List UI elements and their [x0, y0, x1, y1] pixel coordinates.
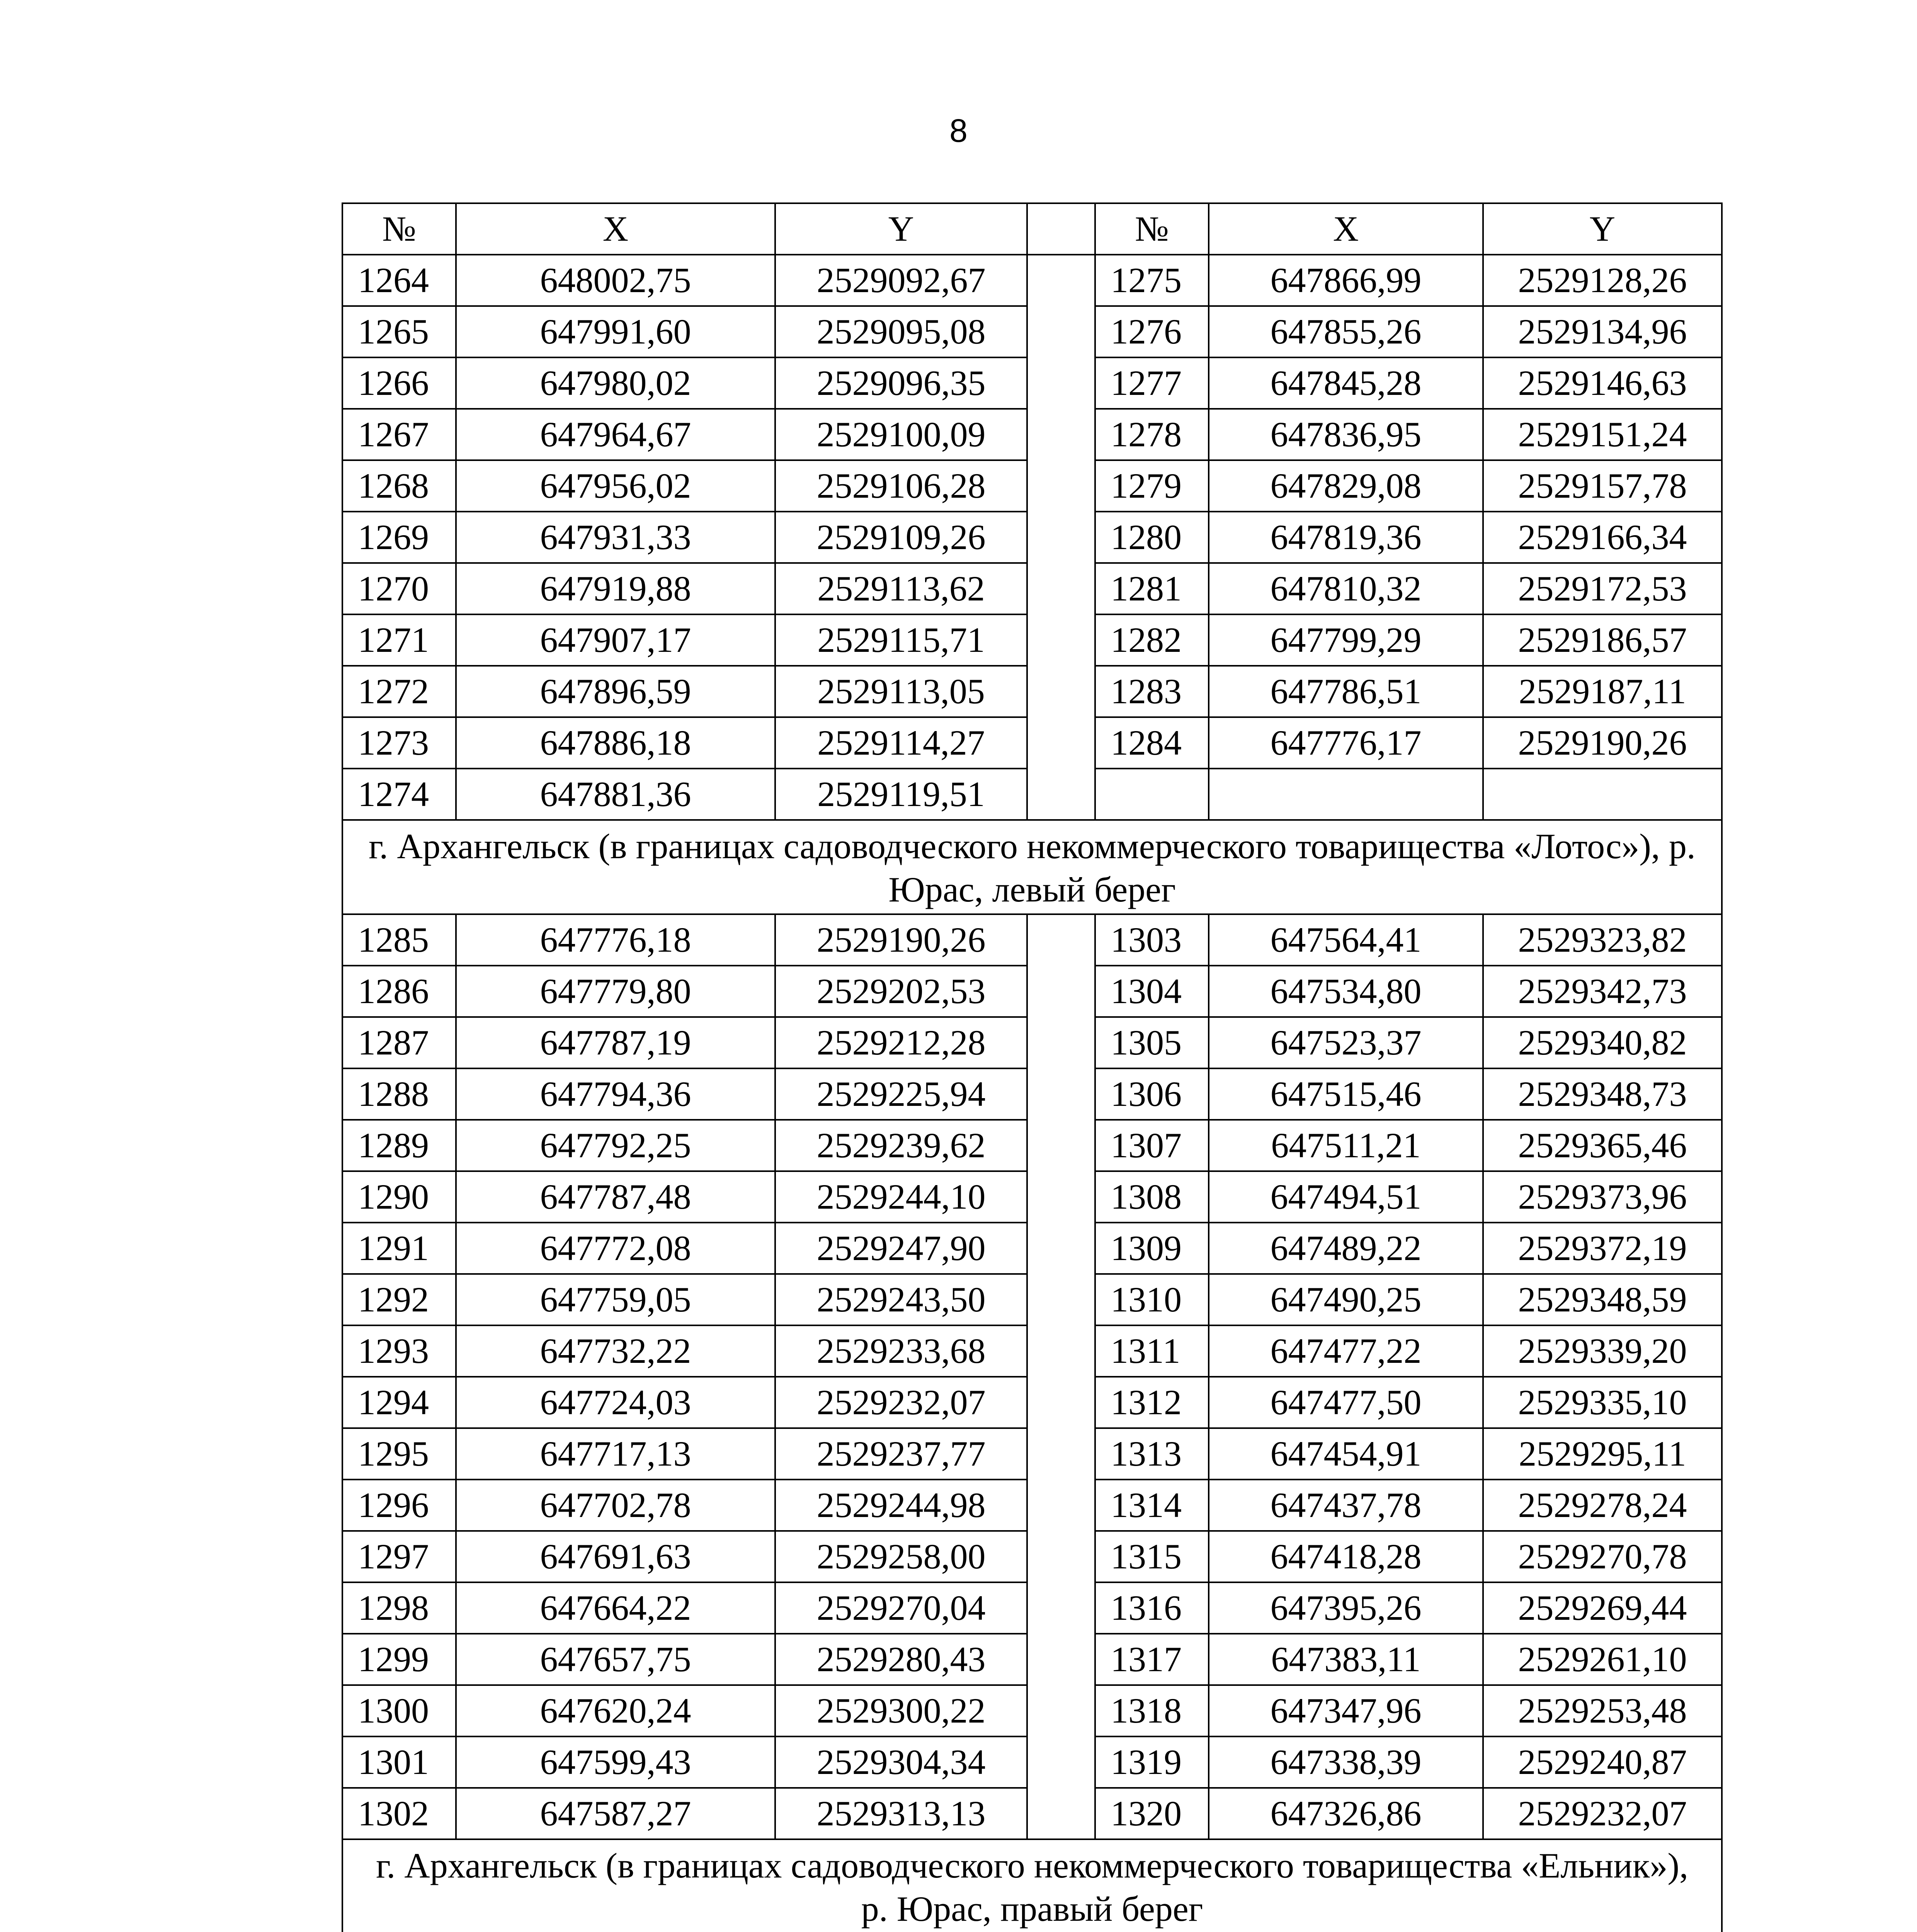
left-point-number: 1291	[342, 1223, 456, 1274]
right-point-number: 1303	[1095, 914, 1209, 966]
left-y-value: 2529109,26	[775, 512, 1027, 563]
right-y-value: 2529172,53	[1483, 563, 1722, 614]
right-point-number: 1312	[1095, 1377, 1209, 1428]
column-gap	[1027, 255, 1095, 306]
right-y-value: 2529348,73	[1483, 1068, 1722, 1120]
right-y-value: 2529278,24	[1483, 1480, 1722, 1531]
right-x-value: 647395,26	[1209, 1582, 1483, 1634]
left-y-value: 2529244,10	[775, 1171, 1027, 1223]
right-y-value: 2529187,11	[1483, 666, 1722, 717]
left-x-value: 647620,24	[456, 1685, 775, 1736]
left-y-value: 2529119,51	[775, 769, 1027, 820]
right-point-number: 1277	[1095, 357, 1209, 409]
right-x-value: 647829,08	[1209, 460, 1483, 512]
left-y-value: 2529100,09	[775, 409, 1027, 460]
right-point-number: 1315	[1095, 1531, 1209, 1582]
right-y-value: 2529340,82	[1483, 1017, 1722, 1068]
right-point-number: 1318	[1095, 1685, 1209, 1736]
right-y-value: 2529295,11	[1483, 1428, 1722, 1480]
header-gap	[1027, 203, 1095, 255]
table-row	[342, 563, 1722, 614]
left-x-value: 647919,88	[456, 563, 775, 614]
left-point-number: 1268	[342, 460, 456, 512]
table-body	[342, 255, 1722, 1932]
left-x-value: 647724,03	[456, 1377, 775, 1428]
right-y-value: 2529323,82	[1483, 914, 1722, 966]
left-y-value: 2529313,13	[775, 1788, 1027, 1839]
right-point-number: 1308	[1095, 1171, 1209, 1223]
left-y-value: 2529243,50	[775, 1274, 1027, 1325]
right-x-value: 647437,78	[1209, 1480, 1483, 1531]
column-gap	[1027, 563, 1095, 614]
left-point-number: 1302	[342, 1788, 456, 1839]
right-y-value: 2529190,26	[1483, 717, 1722, 769]
right-point-number: 1304	[1095, 966, 1209, 1017]
table-row	[342, 306, 1722, 357]
right-x-value: 647836,95	[1209, 409, 1483, 460]
right-x-value: 647776,17	[1209, 717, 1483, 769]
section-caption-row	[342, 820, 1722, 914]
column-gap	[1027, 914, 1095, 966]
right-point-number: 1311	[1095, 1325, 1209, 1377]
right-y-value: 2529269,44	[1483, 1582, 1722, 1634]
left-y-value: 2529092,67	[775, 255, 1027, 306]
left-point-number: 1285	[342, 914, 456, 966]
right-y-value: 2529134,96	[1483, 306, 1722, 357]
left-y-value: 2529239,62	[775, 1120, 1027, 1171]
left-point-number: 1299	[342, 1634, 456, 1685]
left-x-value: 647664,22	[456, 1582, 775, 1634]
left-y-value: 2529270,04	[775, 1582, 1027, 1634]
left-point-number: 1269	[342, 512, 456, 563]
left-y-value: 2529300,22	[775, 1685, 1027, 1736]
left-y-value: 2529225,94	[775, 1068, 1027, 1120]
table-row	[342, 1582, 1722, 1634]
column-gap	[1027, 1223, 1095, 1274]
right-x-value: 647534,80	[1209, 966, 1483, 1017]
table-row	[342, 512, 1722, 563]
section-caption-row	[342, 1839, 1722, 1932]
right-point-number: 1307	[1095, 1120, 1209, 1171]
table-row	[342, 1428, 1722, 1480]
left-y-value: 2529202,53	[775, 966, 1027, 1017]
table-row	[342, 1377, 1722, 1428]
table-row	[342, 1223, 1722, 1274]
right-y-value: 2529342,73	[1483, 966, 1722, 1017]
column-gap	[1027, 306, 1095, 357]
left-x-value: 647717,13	[456, 1428, 775, 1480]
column-gap	[1027, 769, 1095, 820]
left-point-number: 1294	[342, 1377, 456, 1428]
right-point-number: 1314	[1095, 1480, 1209, 1531]
left-x-value: 647587,27	[456, 1788, 775, 1839]
left-x-value: 647702,78	[456, 1480, 775, 1531]
header-number-right: №	[1095, 203, 1209, 255]
column-gap	[1027, 1634, 1095, 1685]
left-x-value: 647787,19	[456, 1017, 775, 1068]
left-y-value: 2529280,43	[775, 1634, 1027, 1685]
left-y-value: 2529247,90	[775, 1223, 1027, 1274]
right-point-number: 1316	[1095, 1582, 1209, 1634]
table-row	[342, 409, 1722, 460]
right-y-value: 2529339,20	[1483, 1325, 1722, 1377]
right-x-value: 647477,22	[1209, 1325, 1483, 1377]
left-point-number: 1287	[342, 1017, 456, 1068]
left-point-number: 1296	[342, 1480, 456, 1531]
right-x-value: 647523,37	[1209, 1017, 1483, 1068]
column-gap	[1027, 666, 1095, 717]
right-x-value: 647494,51	[1209, 1171, 1483, 1223]
left-x-value: 647907,17	[456, 614, 775, 666]
left-x-value: 647956,02	[456, 460, 775, 512]
right-x-value: 647786,51	[1209, 666, 1483, 717]
column-gap	[1027, 1480, 1095, 1531]
left-x-value: 647691,63	[456, 1531, 775, 1582]
right-y-value: 2529186,57	[1483, 614, 1722, 666]
table-row	[342, 1171, 1722, 1223]
right-x-value: 647326,86	[1209, 1788, 1483, 1839]
table-row	[342, 1068, 1722, 1120]
column-gap	[1027, 1017, 1095, 1068]
left-point-number: 1289	[342, 1120, 456, 1171]
page-number: 8	[949, 112, 968, 149]
left-point-number: 1298	[342, 1582, 456, 1634]
table-row	[342, 614, 1722, 666]
right-x-value: 647490,25	[1209, 1274, 1483, 1325]
table-row	[342, 769, 1722, 820]
column-gap	[1027, 614, 1095, 666]
left-y-value: 2529244,98	[775, 1480, 1027, 1531]
left-x-value: 647732,22	[456, 1325, 775, 1377]
left-point-number: 1267	[342, 409, 456, 460]
right-y-value: 2529335,10	[1483, 1377, 1722, 1428]
left-point-number: 1264	[342, 255, 456, 306]
column-gap	[1027, 1736, 1095, 1788]
right-point-number: 1278	[1095, 409, 1209, 460]
left-point-number: 1295	[342, 1428, 456, 1480]
left-x-value: 647931,33	[456, 512, 775, 563]
table-row	[342, 1531, 1722, 1582]
right-point-number: 1282	[1095, 614, 1209, 666]
column-gap	[1027, 1685, 1095, 1736]
left-point-number: 1301	[342, 1736, 456, 1788]
right-point-number: 1284	[1095, 717, 1209, 769]
right-x-value: 647338,39	[1209, 1736, 1483, 1788]
table-row	[342, 914, 1722, 966]
column-gap	[1027, 717, 1095, 769]
right-y-value: 2529373,96	[1483, 1171, 1722, 1223]
right-x-value: 647845,28	[1209, 357, 1483, 409]
left-point-number: 1271	[342, 614, 456, 666]
left-x-value: 647599,43	[456, 1736, 775, 1788]
section-caption: г. Архангельск (в границах садоводческого некоммерческого товарищества «Лотос»), р. Юрас, левый берег	[342, 820, 1722, 914]
left-x-value: 647787,48	[456, 1171, 775, 1223]
table-row	[342, 966, 1722, 1017]
right-y-value: 2529128,26	[1483, 255, 1722, 306]
table-row	[342, 1685, 1722, 1736]
left-point-number: 1270	[342, 563, 456, 614]
right-x-value: 647418,28	[1209, 1531, 1483, 1582]
left-point-number: 1297	[342, 1531, 456, 1582]
right-y-value: 2529372,19	[1483, 1223, 1722, 1274]
left-y-value: 2529237,77	[775, 1428, 1027, 1480]
right-point-number: 1317	[1095, 1634, 1209, 1685]
right-x-value: 647454,91	[1209, 1428, 1483, 1480]
left-x-value: 647657,75	[456, 1634, 775, 1685]
right-point-number: 1281	[1095, 563, 1209, 614]
right-x-value: 647866,99	[1209, 255, 1483, 306]
column-gap	[1027, 409, 1095, 460]
right-y-value: 2529157,78	[1483, 460, 1722, 512]
left-y-value: 2529106,28	[775, 460, 1027, 512]
left-y-value: 2529258,00	[775, 1531, 1027, 1582]
table-row	[342, 1480, 1722, 1531]
left-x-value: 647772,08	[456, 1223, 775, 1274]
left-point-number: 1300	[342, 1685, 456, 1736]
right-y-value: 2529253,48	[1483, 1685, 1722, 1736]
table-row	[342, 1736, 1722, 1788]
left-x-value: 647776,18	[456, 914, 775, 966]
right-point-number: 1320	[1095, 1788, 1209, 1839]
left-point-number: 1293	[342, 1325, 456, 1377]
right-x-value: 647819,36	[1209, 512, 1483, 563]
left-point-number: 1272	[342, 666, 456, 717]
table-row	[342, 1325, 1722, 1377]
left-x-value: 647980,02	[456, 357, 775, 409]
table-row	[342, 1120, 1722, 1171]
table-row	[342, 1634, 1722, 1685]
left-y-value: 2529095,08	[775, 306, 1027, 357]
right-x-value: 647347,96	[1209, 1685, 1483, 1736]
right-x-value: 647511,21	[1209, 1120, 1483, 1171]
table-row	[342, 255, 1722, 306]
right-y-value: 2529261,10	[1483, 1634, 1722, 1685]
header-y-left: Y	[775, 203, 1027, 255]
right-point-number: 1309	[1095, 1223, 1209, 1274]
column-gap	[1027, 1428, 1095, 1480]
column-gap	[1027, 1068, 1095, 1120]
left-y-value: 2529114,27	[775, 717, 1027, 769]
left-x-value: 647779,80	[456, 966, 775, 1017]
right-x-value: 647515,46	[1209, 1068, 1483, 1120]
column-gap	[1027, 512, 1095, 563]
left-y-value: 2529115,71	[775, 614, 1027, 666]
right-point-number	[1095, 769, 1209, 820]
left-point-number: 1292	[342, 1274, 456, 1325]
right-point-number: 1283	[1095, 666, 1209, 717]
table-row	[342, 460, 1722, 512]
right-y-value: 2529240,87	[1483, 1736, 1722, 1788]
right-x-value: 647489,22	[1209, 1223, 1483, 1274]
right-x-value: 647855,26	[1209, 306, 1483, 357]
column-gap	[1027, 1325, 1095, 1377]
left-y-value: 2529113,05	[775, 666, 1027, 717]
header-number-left: №	[342, 203, 456, 255]
header-x-right: X	[1209, 203, 1483, 255]
left-x-value: 647964,67	[456, 409, 775, 460]
left-point-number: 1288	[342, 1068, 456, 1120]
right-y-value: 2529166,34	[1483, 512, 1722, 563]
left-point-number: 1286	[342, 966, 456, 1017]
right-point-number: 1310	[1095, 1274, 1209, 1325]
header-y-right: Y	[1483, 203, 1722, 255]
right-point-number: 1276	[1095, 306, 1209, 357]
right-point-number: 1279	[1095, 460, 1209, 512]
right-y-value: 2529146,63	[1483, 357, 1722, 409]
right-point-number: 1313	[1095, 1428, 1209, 1480]
right-y-value: 2529365,46	[1483, 1120, 1722, 1171]
column-gap	[1027, 1582, 1095, 1634]
right-y-value: 2529232,07	[1483, 1788, 1722, 1839]
left-point-number: 1266	[342, 357, 456, 409]
header-row	[342, 203, 1722, 255]
right-point-number: 1306	[1095, 1068, 1209, 1120]
column-gap	[1027, 966, 1095, 1017]
table-row	[342, 1788, 1722, 1839]
right-x-value: 647477,50	[1209, 1377, 1483, 1428]
coordinates-table	[342, 202, 1723, 1932]
left-y-value: 2529233,68	[775, 1325, 1027, 1377]
right-y-value: 2529270,78	[1483, 1531, 1722, 1582]
right-x-value: 647564,41	[1209, 914, 1483, 966]
table-row	[342, 1274, 1722, 1325]
left-y-value: 2529190,26	[775, 914, 1027, 966]
right-x-value	[1209, 769, 1483, 820]
left-x-value: 647896,59	[456, 666, 775, 717]
table-row	[342, 717, 1722, 769]
right-point-number: 1280	[1095, 512, 1209, 563]
left-x-value: 647991,60	[456, 306, 775, 357]
table-row	[342, 1017, 1722, 1068]
left-y-value: 2529212,28	[775, 1017, 1027, 1068]
section-caption: г. Архангельск (в границах садоводческого некоммерческого товарищества «Ельник»), р. Юрас, правый берег	[342, 1839, 1722, 1932]
left-point-number: 1274	[342, 769, 456, 820]
column-gap	[1027, 460, 1095, 512]
right-x-value: 647799,29	[1209, 614, 1483, 666]
left-x-value: 647794,36	[456, 1068, 775, 1120]
left-y-value: 2529304,34	[775, 1736, 1027, 1788]
left-point-number: 1265	[342, 306, 456, 357]
table-row	[342, 666, 1722, 717]
left-y-value: 2529096,35	[775, 357, 1027, 409]
right-x-value: 647383,11	[1209, 1634, 1483, 1685]
right-x-value: 647810,32	[1209, 563, 1483, 614]
left-x-value: 647759,05	[456, 1274, 775, 1325]
right-point-number: 1305	[1095, 1017, 1209, 1068]
right-y-value: 2529348,59	[1483, 1274, 1722, 1325]
column-gap	[1027, 1120, 1095, 1171]
column-gap	[1027, 1788, 1095, 1839]
right-y-value	[1483, 769, 1722, 820]
column-gap	[1027, 1171, 1095, 1223]
left-y-value: 2529113,62	[775, 563, 1027, 614]
column-gap	[1027, 1531, 1095, 1582]
right-point-number: 1275	[1095, 255, 1209, 306]
table-row	[342, 357, 1722, 409]
left-point-number: 1290	[342, 1171, 456, 1223]
left-x-value: 648002,75	[456, 255, 775, 306]
left-x-value: 647792,25	[456, 1120, 775, 1171]
header-x-left: X	[456, 203, 775, 255]
column-gap	[1027, 1377, 1095, 1428]
right-y-value: 2529151,24	[1483, 409, 1722, 460]
column-gap	[1027, 1274, 1095, 1325]
left-point-number: 1273	[342, 717, 456, 769]
column-gap	[1027, 357, 1095, 409]
right-point-number: 1319	[1095, 1736, 1209, 1788]
left-x-value: 647886,18	[456, 717, 775, 769]
left-y-value: 2529232,07	[775, 1377, 1027, 1428]
left-x-value: 647881,36	[456, 769, 775, 820]
